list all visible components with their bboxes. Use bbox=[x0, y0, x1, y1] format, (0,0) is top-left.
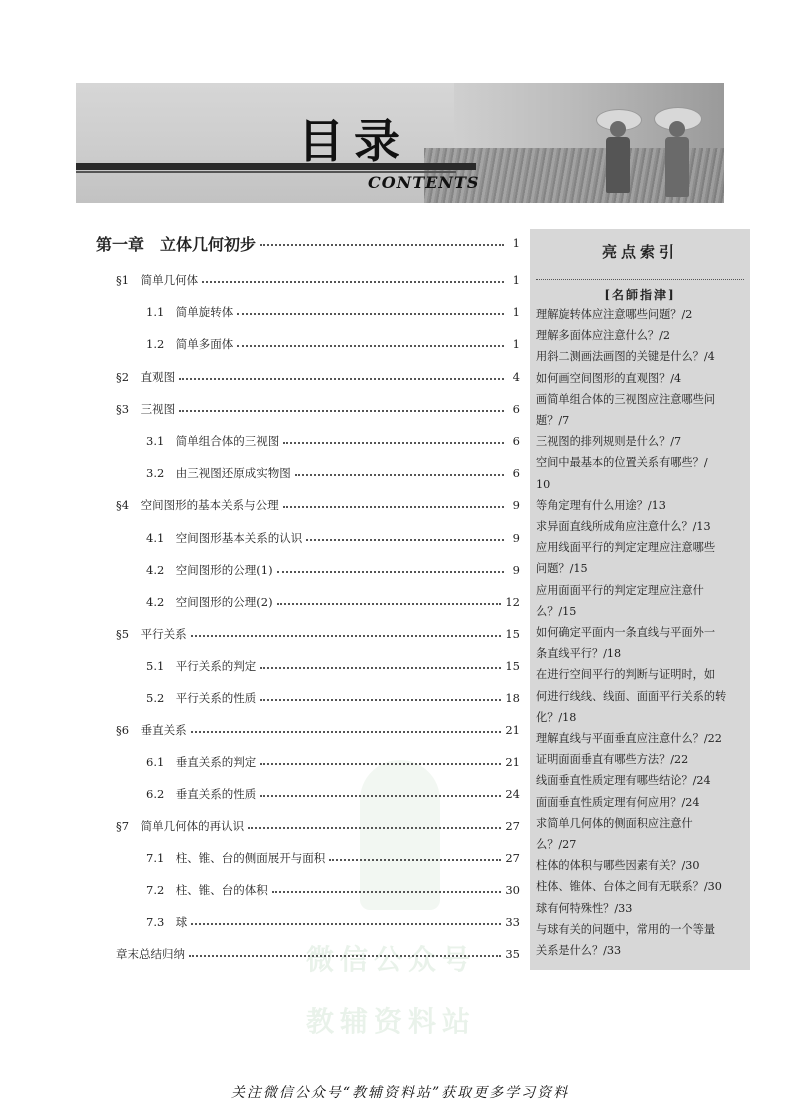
toc-leader-dots bbox=[191, 635, 502, 637]
toc-entry[interactable] bbox=[146, 783, 520, 805]
banner-rule bbox=[76, 163, 476, 170]
toc-entry-page: 21 bbox=[505, 755, 520, 769]
toc-leader-dots bbox=[329, 859, 501, 861]
toc-entry[interactable] bbox=[146, 591, 520, 613]
toc-entry-title: §4 空间图形的基本关系与公理 bbox=[116, 498, 279, 512]
toc-leader-dots bbox=[283, 442, 504, 444]
toc-entry[interactable] bbox=[146, 527, 520, 549]
toc-entry[interactable] bbox=[116, 943, 520, 965]
sidebar-divider bbox=[536, 279, 744, 280]
toc-entry-title: 1.1 简单旋转体 bbox=[146, 305, 234, 319]
toc-entry-title: §2 直观图 bbox=[116, 370, 176, 384]
toc-entry-title: §3 三视图 bbox=[116, 402, 176, 416]
highlight-item: 球有何特殊性？/33 bbox=[536, 901, 633, 915]
toc-entry[interactable] bbox=[146, 462, 520, 484]
toc-leader-dots bbox=[277, 571, 504, 573]
toc-entry[interactable] bbox=[146, 430, 520, 452]
footer-note: 关注微信公众号“教辅资料站”获取更多学习资料 bbox=[230, 1085, 570, 1101]
watermark-text-1: 微信公众号 bbox=[306, 943, 477, 976]
toc-entry-title: 6.1 垂直关系的判定 bbox=[146, 755, 257, 769]
toc-entry-page: 9 bbox=[512, 498, 520, 512]
highlight-item: 关系是什么？/33 bbox=[536, 944, 622, 957]
toc-entry-page: 15 bbox=[505, 627, 520, 641]
highlight-item: 在进行空间平行的判断与证明时，如 bbox=[536, 668, 716, 682]
highlight-item: 面面垂直性质定理有何应用？/24 bbox=[536, 795, 700, 809]
toc-entry-title: 5.2 平行关系的性质 bbox=[146, 691, 257, 705]
highlight-item: 等角定理有什么用途？/13 bbox=[536, 498, 666, 512]
toc-leader-dots bbox=[260, 667, 501, 669]
toc-entry-page: 6 bbox=[512, 466, 520, 480]
highlight-item: 应用面面平行的判定定理应注意什 bbox=[536, 583, 704, 597]
toc-entry-page: 27 bbox=[505, 819, 520, 833]
toc-entry-title: 4.1 空间图形基本关系的认识 bbox=[146, 531, 303, 545]
highlight-item: 题？/7 bbox=[536, 414, 570, 427]
highlight-item: 三视图的排列规则是什么？/7 bbox=[536, 435, 682, 449]
toc-leader-dots bbox=[306, 539, 504, 541]
toc-leader-dots bbox=[179, 378, 504, 380]
highlight-item: 应用线面平行的判定定理应注意哪些 bbox=[536, 541, 716, 555]
toc-entry-page: 18 bbox=[505, 691, 520, 705]
toc-entry-page: 27 bbox=[505, 851, 520, 865]
toc-entry-title: 3.2 由三视图还原成实物图 bbox=[146, 466, 291, 480]
page-title: 目录 bbox=[298, 114, 410, 168]
toc-entry[interactable] bbox=[146, 559, 520, 581]
toc-entry-page: 24 bbox=[505, 787, 520, 801]
highlight-item: 如何确定平面内一条直线与平面外一 bbox=[536, 626, 716, 639]
highlight-item: 理解旋转体应注意哪些问题？/2 bbox=[536, 308, 693, 321]
toc-entry-title: §1 简单几何体 bbox=[116, 273, 199, 287]
toc-entry-title: 1.2 简单多面体 bbox=[146, 337, 234, 351]
toc-leader-dots bbox=[283, 506, 504, 508]
toc-entry-title: 3.1 简单组合体的三视图 bbox=[146, 434, 280, 448]
toc-leader-dots bbox=[260, 244, 504, 246]
toc-entry-page: 1 bbox=[512, 236, 520, 250]
highlights-index-panel bbox=[530, 229, 750, 970]
toc-leader-dots bbox=[248, 827, 501, 829]
toc-entry[interactable] bbox=[146, 333, 520, 355]
toc-entry[interactable] bbox=[116, 366, 520, 388]
highlight-item: 问题？/15 bbox=[536, 562, 588, 576]
toc-entry-page: 33 bbox=[505, 915, 520, 929]
toc-entry-title: 7.3 球 bbox=[146, 915, 188, 929]
highlight-item: 么？/15 bbox=[536, 604, 577, 618]
toc-entry-title: 4.2 空间图形的公理(1) bbox=[146, 563, 273, 577]
toc-leader-dots bbox=[191, 923, 501, 925]
toc-entry-page: 6 bbox=[512, 434, 520, 448]
toc-entry-page: 21 bbox=[505, 723, 520, 737]
toc-entry[interactable] bbox=[146, 847, 520, 869]
toc-entry-title: 章末总结归纳 bbox=[116, 947, 185, 961]
sidebar-title: 亮点索引 bbox=[601, 243, 678, 261]
highlight-item: 与球有关的问题中，常用的一个等量 bbox=[536, 922, 716, 936]
page-subtitle: CONTENTS bbox=[368, 173, 480, 192]
toc-leader-dots bbox=[277, 603, 502, 605]
highlight-item: 条直线平行？/18 bbox=[536, 647, 622, 661]
toc-entry[interactable] bbox=[96, 232, 520, 254]
highlight-item: 画简单组合体的三视图应注意哪些问 bbox=[536, 392, 716, 406]
toc-entry-page: 30 bbox=[505, 883, 520, 897]
toc-entry-page: 35 bbox=[505, 947, 520, 961]
highlight-item: 么？/27 bbox=[536, 838, 577, 851]
toc-entry-page: 12 bbox=[505, 595, 520, 609]
toc-leader-dots bbox=[260, 795, 501, 797]
toc-leader-dots bbox=[295, 474, 504, 476]
toc-leader-dots bbox=[202, 281, 504, 283]
toc-entry-page: 1 bbox=[512, 273, 520, 287]
toc-leader-dots bbox=[260, 763, 501, 765]
highlight-item: 理解多面体应注意什么？/2 bbox=[536, 329, 670, 343]
toc-entry-page: 9 bbox=[512, 563, 520, 577]
toc-entry-title: 7.2 柱、锥、台的体积 bbox=[146, 883, 268, 897]
toc-entry-title: 4.2 空间图形的公理(2) bbox=[146, 595, 273, 609]
toc-leader-dots bbox=[272, 891, 502, 893]
toc-entry[interactable] bbox=[146, 687, 520, 709]
highlight-item: 柱体的体积与哪些因素有关？/30 bbox=[536, 859, 700, 873]
toc-entry-page: 1 bbox=[512, 337, 520, 351]
highlight-item: 理解直线与平面垂直应注意什么？/22 bbox=[536, 732, 722, 745]
toc-leader-dots bbox=[260, 699, 501, 701]
toc-entry[interactable] bbox=[146, 751, 520, 773]
toc-leader-dots bbox=[189, 955, 501, 957]
toc-entry-page: 6 bbox=[512, 402, 520, 416]
toc-entry[interactable] bbox=[146, 655, 520, 677]
watermark-text-2: 教辅资料站 bbox=[306, 1005, 477, 1038]
highlight-item: 用斜二测画法画图的关键是什么？/4 bbox=[536, 350, 715, 364]
highlight-item: 何进行线线、线面、面面平行关系的转 bbox=[536, 689, 727, 703]
toc-entry-page: 4 bbox=[512, 370, 520, 384]
toc-entry[interactable] bbox=[146, 879, 520, 901]
toc-entry[interactable] bbox=[116, 494, 520, 516]
highlight-item: 如何画空间图形的直观图？/4 bbox=[536, 371, 682, 385]
toc-entry[interactable] bbox=[116, 269, 520, 291]
toc-entry[interactable] bbox=[116, 623, 520, 645]
toc-entry-title: §7 简单几何体的再认识 bbox=[116, 819, 245, 833]
toc-leader-dots bbox=[237, 345, 504, 347]
toc-entry[interactable] bbox=[146, 911, 520, 933]
toc-entry[interactable] bbox=[116, 719, 520, 741]
highlight-item: 线面垂直性质定理有哪些结论？/24 bbox=[536, 774, 711, 788]
highlight-item: 求异面直线所成角应注意什么？/13 bbox=[536, 520, 711, 533]
highlight-item: 求简单几何体的侧面积应注意什 bbox=[536, 816, 693, 830]
toc-entry-title: 6.2 垂直关系的性质 bbox=[146, 787, 257, 801]
highlight-item: 10 bbox=[536, 477, 551, 491]
toc-entry-title: §5 平行关系 bbox=[116, 627, 187, 641]
toc-entry-title: §6 垂直关系 bbox=[116, 723, 187, 737]
highlight-item: 柱体、锥体、台体之间有无联系？/30 bbox=[536, 880, 722, 894]
toc-entry-page: 9 bbox=[512, 531, 520, 545]
highlight-item: 化？/18 bbox=[536, 710, 577, 724]
toc-leader-dots bbox=[179, 410, 504, 412]
highlight-item: 空间中最基本的位置关系有哪些？/ bbox=[536, 456, 708, 470]
toc-entry-title: 7.1 柱、锥、台的侧面展开与面积 bbox=[146, 851, 326, 865]
toc-entry-page: 15 bbox=[505, 659, 520, 673]
toc-entry-title: 第一章 立体几何初步 bbox=[96, 234, 257, 254]
header-banner bbox=[76, 83, 724, 203]
toc-leader-dots bbox=[237, 313, 504, 315]
sidebar-subtitle: [名師指津] bbox=[604, 288, 676, 302]
toc-entry[interactable] bbox=[116, 815, 520, 837]
toc-entry-title: 5.1 平行关系的判定 bbox=[146, 659, 257, 673]
toc-entry-page: 1 bbox=[512, 305, 520, 319]
toc-entry[interactable] bbox=[146, 301, 520, 323]
toc-leader-dots bbox=[191, 731, 502, 733]
toc-entry[interactable] bbox=[116, 398, 520, 420]
highlight-item: 证明面面垂直有哪些方法？/22 bbox=[536, 753, 689, 767]
